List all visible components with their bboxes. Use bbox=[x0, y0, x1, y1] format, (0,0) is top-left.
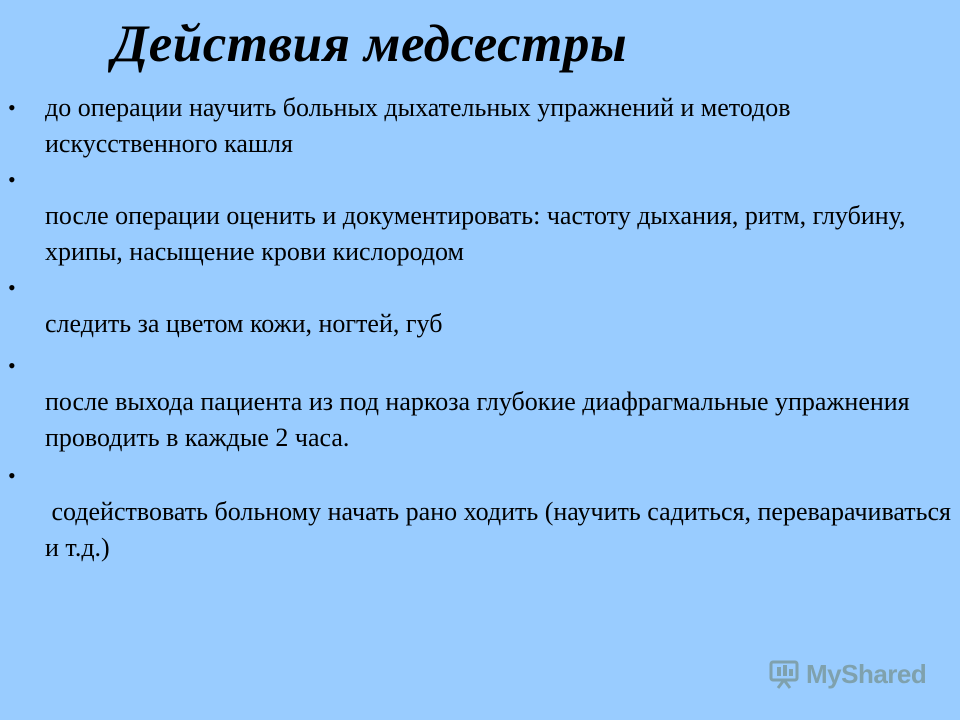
bullet-dot: • bbox=[8, 275, 16, 300]
bullet-text: следить за цветом кожи, ногтей, губ bbox=[45, 309, 443, 338]
slide-title: Действия медсестры bbox=[112, 15, 628, 73]
bullet-dot: • bbox=[8, 95, 16, 120]
watermark-text: MyShared bbox=[806, 658, 927, 689]
myshared-logo-icon bbox=[768, 658, 802, 690]
bullet-dot: • bbox=[8, 463, 16, 488]
bullet-text: после операции оценить и документировать: частоту дыхания, ритм, глубину, хрипы, насыщение крови кислородом bbox=[45, 201, 906, 266]
watermark bbox=[768, 656, 926, 692]
bullet-dot: • bbox=[8, 353, 16, 378]
bullet-dot: • bbox=[8, 167, 16, 192]
bullet-text: до операции научить больных дыхательных упражнений и методов искусственного кашля bbox=[45, 93, 791, 158]
bullet-item bbox=[8, 162, 955, 270]
bullet-item bbox=[8, 348, 955, 456]
bullet-item bbox=[8, 458, 958, 566]
bullet-text: содействовать больному начать рано ходить (научить садиться, переварачиваться и т.д.) bbox=[45, 497, 958, 562]
bullet-text: после выхода пациента из под наркоза глубокие диафрагмальные упражнения проводить в каждые 2 часа. bbox=[45, 387, 910, 452]
bullet-item bbox=[8, 90, 955, 162]
bullet-item bbox=[8, 270, 955, 342]
